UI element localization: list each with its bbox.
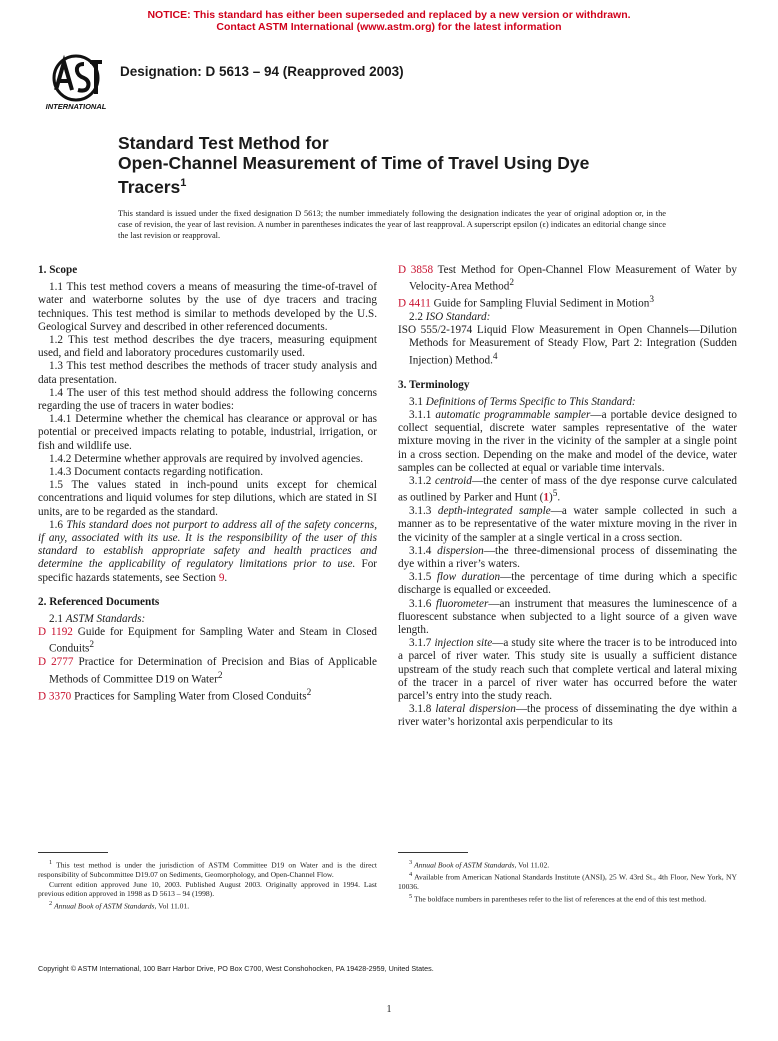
footnote-5 (398, 892, 737, 904)
ref-sup: 2 (217, 670, 223, 681)
def-num: 3.1.6 (409, 597, 432, 610)
ref-text: Guide for Sampling Fluvial Sediment in Motion (433, 297, 650, 310)
ref-sup: 3 (649, 295, 654, 306)
logo-caption: INTERNATIONAL (45, 102, 107, 111)
definition (398, 505, 737, 545)
def-text: —the three-dimensional process of disseminating the dye within a river’s waters. (398, 544, 737, 570)
para-1-6 (38, 519, 377, 585)
def-term: lateral dispersion (435, 703, 516, 716)
preamble: This standard is issued under the fixed designation D 5613; the number immediately following the designation indicates the year of original adoption or, in the case of revision, the year of last revision. A number in parentheses indicates the year of last reapproval. A superscript epsilon (ϵ) indicates an editorial change since the last revision or reapproval. (118, 209, 666, 240)
footnote-divider-right (398, 852, 468, 853)
ref-sup: 2 (89, 640, 95, 651)
section-9-link[interactable]: 9 (218, 571, 225, 584)
def-term: flow duration (436, 571, 501, 584)
definition (398, 637, 737, 703)
title-footnote-mark: 1 (180, 177, 187, 189)
footnote-text: , Vol 11.02. (514, 860, 550, 870)
footnote-3 (398, 858, 737, 870)
para-1-5: 1.5 The values stated in inch-pound units except for chemical concentrations and liquid volumes for step dilutions, which are stated in SI units, are to be regarded as the standard. (38, 479, 377, 518)
def-num: 3.1.3 (409, 505, 432, 518)
ref-sup: 2 (306, 687, 312, 698)
ref-code-link[interactable]: D 2777 (38, 656, 74, 669)
ref-code-link[interactable]: D 3370 (38, 690, 72, 703)
def-num: 3.1.4 (409, 544, 432, 557)
def-term: fluorometer (435, 597, 489, 610)
section-heading-referenced-documents: 2. Referenced Documents (38, 595, 160, 608)
left-column (38, 264, 377, 704)
para-1-6-tail: For specific hazards statements, see Section (38, 558, 378, 584)
para-1-4-1: 1.4.1 Determine whether the chemical has clearance or approval or has potential or preceived impacts relating to potable, industrial, irrigation, or fish and wildlife use. (38, 413, 377, 452)
para-3-1-label: Definitions of Terms Specific to This Standard: (425, 395, 636, 408)
iso-ref-sup: 4 (492, 351, 498, 362)
def-term: automatic programmable sampler (435, 409, 591, 422)
designation: Designation: D 5613 – 94 (Reapproved 2003) (120, 64, 404, 79)
para-2-1-label: ASTM Standards: (65, 613, 146, 626)
ref-code-link[interactable]: D 1192 (38, 626, 73, 639)
def-text: —a study site where the tracer is to be introduced into a parcel of river water. This study site is usually a sufficient distance upstream of the study reach such that complete vertical and lateral mixing of the tracer in a parcel of river water has occurred before the water parcel’s entry into the study reach. (398, 637, 738, 703)
definition (398, 571, 737, 597)
def-term: dispersion (437, 544, 484, 557)
para-1-4-2: 1.4.2 Determine whether approvals are required by involved agencies. (49, 452, 364, 465)
copyright-line: Copyright © ASTM International, 100 Barr Harbor Drive, PO Box C700, West Conshohocken, PA 19428-2959, United States. (38, 964, 434, 973)
para-2-2 (398, 311, 737, 324)
withdrawal-notice (0, 9, 778, 33)
title-line-1: Standard Test Method for (118, 133, 329, 153)
para-2-2-label: ISO Standard: (425, 311, 491, 324)
footnote-4 (398, 870, 737, 892)
ref-item (398, 294, 737, 311)
footnote-text: The boldface numbers in parentheses refer to the list of references at the end of this test method. (413, 894, 707, 904)
def-term: depth-integrated sample (437, 505, 551, 518)
ref-item (398, 264, 737, 294)
footnote-mark: 5 (409, 892, 413, 900)
notice-line-1: NOTICE: This standard has either been superseded and replaced by a new version or withdrawn. (147, 9, 631, 21)
ref-item (38, 687, 377, 704)
notice-line-2: Contact ASTM International (www.astm.org) for the latest information (216, 21, 562, 33)
def-after: ) (549, 491, 553, 504)
ref-text: Practices for Sampling Water from Closed Conduits (74, 690, 307, 703)
ref-text: Practice for Determination of Precision and Bias of Applicable Methods of Committee D19 on Water (49, 656, 377, 686)
footnote-text: This test method is under the jurisdiction of ASTM Committee D19 on Water and is the direct responsibility of Subcommittee D19.07 on Sediments, Geomorphology, and Open-Channel Flow. (38, 860, 377, 880)
footnote-divider-left (38, 852, 108, 853)
def-term: injection site (434, 637, 493, 650)
document-title (118, 133, 678, 197)
footnote-text: Available from American National Standards Institute (ANSI), 25 W. 43rd St., 4th Floor, New York, NY 10036. (398, 872, 737, 892)
para-1-3: 1.3 This test method describes the methods of tracer study analysis and data presentation. (38, 360, 377, 386)
section-heading-terminology: 3. Terminology (398, 378, 470, 391)
title-line-3: Tracers (118, 176, 181, 197)
para-3-1-num: 3.1 (409, 395, 423, 408)
iso-ref-item (398, 324, 737, 367)
footnote-text: , Vol 11.01. (154, 901, 190, 911)
iso-ref-text: ISO 555/2-1974 Liquid Flow Measurement in Open Channels—Dilution Methods for Measurement of Steady Flow, Part 2: Integration (Sudden Injection) Method. (398, 324, 737, 367)
ref-text: Test Method for Open-Channel Flow Measurement of Water by Velocity-Area Method (409, 264, 737, 293)
para-2-2-num: 2.2 (409, 311, 423, 324)
ref-text: Guide for Equipment for Sampling Water and Steam in Closed Conduits (49, 626, 378, 656)
definition (398, 545, 737, 571)
section-heading-scope: 1. Scope (38, 264, 78, 276)
def-num: 3.1.2 (409, 475, 432, 488)
title-line-2: Open-Channel Measurement of Time of Travel Using Dye (118, 153, 590, 173)
def-text: —a portable device designed to collect sequential, discrete water samples representative of the water mixture moving in the river in the vicinity of the sampler at a single point in a cross section. Depending on the make and model of the device, water samples can be collected at equal or variable time intervals. (398, 409, 737, 474)
ref-sup: 2 (509, 278, 515, 289)
ref-code-link[interactable]: D 3858 (398, 264, 434, 276)
definition (398, 409, 737, 475)
footnote-2 (38, 899, 377, 911)
para-2-1-num: 2.1 (49, 613, 63, 626)
para-3-1 (398, 396, 737, 409)
para-2-1 (38, 613, 377, 626)
def-text: —the process of disseminating the dye within a river water’s horizontal axis perpendicular to its (398, 703, 738, 729)
para-1-4: 1.4 The user of this test method should address the following concerns regarding the use of tracers in water bodies: (38, 386, 377, 413)
footnote-mark: 1 (49, 859, 53, 866)
footnote-1-continued: Current edition approved June 10, 2003. Published August 2003. Originally approved in 1994. Last previous edition approved in 1998 as D 5613 – 94 (1998). (38, 879, 377, 899)
para-1-6-safety: This standard does not purport to address all of the safety concerns, if any, associated with its use. It is the responsibility of the user of this standard to establish appropriate safety and health practices and determine the applicability of regulatory limitations prior to use. (38, 518, 377, 571)
def-term: centroid (435, 475, 472, 488)
footnote-italic: Annual Book of ASTM Standards (54, 901, 155, 911)
ref-code-link[interactable]: D 4411 (398, 297, 431, 310)
astm-logo-icon (40, 54, 112, 112)
footnote-1 (38, 858, 377, 880)
def-text: —a water sample collected in such a manner as to be representative of the water mixture moving in the river in the vicinity of the sampler at a single vertical in a cross section. (398, 505, 737, 544)
para-1-2: 1.2 This test method describes the dye tracers, measuring equipment used, and field and laboratory procedures customarily used. (38, 334, 377, 360)
reference-1-link[interactable]: 1 (543, 491, 549, 504)
para-1-6-num: 1.6 (49, 518, 63, 531)
para-1-4-3: 1.4.3 Document contacts regarding notification. (49, 466, 264, 479)
para-1-6-end: . (224, 571, 228, 584)
def-text: —the percentage of time during which a specific discharge is equalled or exceeded. (398, 571, 738, 597)
page-number: 1 (386, 1004, 392, 1015)
ref-item (38, 626, 377, 656)
footnotes-right (398, 858, 737, 904)
def-num: 3.1.1 (409, 409, 432, 422)
right-column (398, 264, 737, 730)
definition (398, 703, 737, 729)
def-num: 3.1.7 (409, 637, 432, 650)
footnote-mark: 3 (409, 859, 413, 866)
def-text: —the center of mass of the dye response curve calculated as outlined by Parker and Hunt ( (398, 475, 737, 504)
def-num: 3.1.8 (409, 703, 432, 716)
footnote-italic: Annual Book of ASTM Standards (414, 860, 515, 870)
footnotes-left (38, 858, 377, 911)
definition (398, 475, 737, 505)
def-end: . (557, 491, 561, 504)
footnote-mark: 4 (409, 871, 413, 879)
para-1-1: 1.1 This test method covers a means of measuring the time-of-travel of water and waterborne solutes by the use of dye tracers and tracing techniques. This test method is similar to methods developed by the U.S. Geological Survey and described in other referenced documents. (38, 281, 377, 333)
definition (398, 598, 737, 638)
ref-item (38, 656, 377, 686)
def-num: 3.1.5 (409, 571, 432, 584)
footnote-mark: 2 (49, 899, 53, 907)
def-sup: 5 (552, 489, 558, 500)
def-text: —an instrument that measures the luminescence of a fluorescent substance when subjected to a light source of a given wave length. (398, 597, 737, 637)
